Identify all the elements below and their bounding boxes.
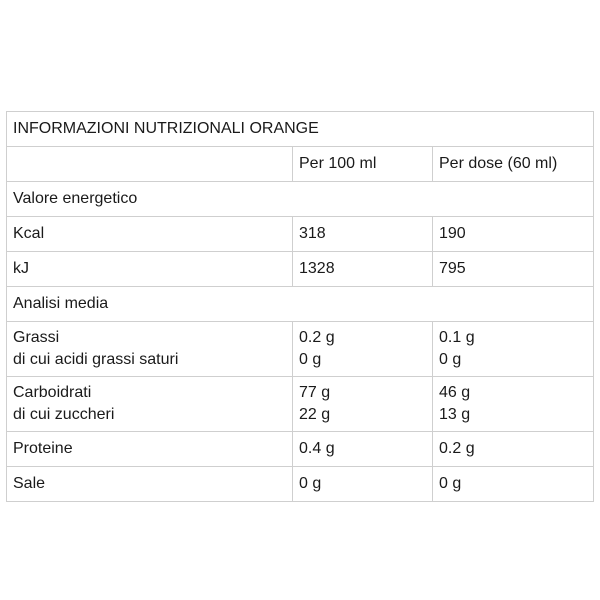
row-label: Sale (7, 467, 293, 502)
row-label: Carboidrati (13, 384, 92, 401)
row-values-per-100 (293, 322, 433, 377)
table-row-protein (7, 432, 594, 467)
row-label-cell (7, 377, 293, 432)
row-values-per-100 (293, 377, 433, 432)
row-value-per-dose: 0.1 g (439, 329, 475, 346)
section-analysis: Analisi media (7, 287, 594, 322)
section-energy: Valore energetico (7, 182, 594, 217)
table-row-carbs (7, 377, 594, 432)
header-per-dose: Per dose (60 ml) (433, 147, 594, 182)
row-value-per-100: 77 g (299, 384, 331, 401)
row-value-per-100: 0.2 g (299, 329, 335, 346)
row-sub-value-per-dose: 13 g (439, 406, 471, 423)
row-value-per-100: 0.4 g (293, 432, 433, 467)
table-header-row (7, 147, 594, 182)
header-label-cell (7, 147, 293, 182)
row-sub-value-per-dose: 0 g (439, 351, 462, 368)
row-value-per-dose: 795 (433, 252, 594, 287)
row-value-per-100: 1328 (293, 252, 433, 287)
table-row-kcal (7, 217, 594, 252)
row-sub-value-per-100: 22 g (299, 406, 331, 423)
nutrition-table (6, 111, 594, 502)
row-value-per-dose: 0.2 g (433, 432, 594, 467)
row-label: Proteine (7, 432, 293, 467)
header-per-100: Per 100 ml (293, 147, 433, 182)
row-values-per-dose (433, 377, 594, 432)
row-label: Grassi (13, 329, 60, 346)
section-row-analysis (7, 287, 594, 322)
row-sub-value-per-100: 0 g (299, 351, 322, 368)
row-label: kJ (7, 252, 293, 287)
table-row-salt (7, 467, 594, 502)
row-value-per-dose: 0 g (433, 467, 594, 502)
row-label: Kcal (7, 217, 293, 252)
table-title: INFORMAZIONI NUTRIZIONALI ORANGE (7, 112, 594, 147)
row-value-per-100: 318 (293, 217, 433, 252)
section-row-energy (7, 182, 594, 217)
row-values-per-dose (433, 322, 594, 377)
row-sub-label: di cui zuccheri (13, 406, 115, 423)
table-title-row (7, 112, 594, 147)
row-value-per-100: 0 g (293, 467, 433, 502)
row-label-cell (7, 322, 293, 377)
row-value-per-dose: 190 (433, 217, 594, 252)
row-sub-label: di cui acidi grassi saturi (13, 351, 179, 368)
table-row-fat (7, 322, 594, 377)
row-value-per-dose: 46 g (439, 384, 471, 401)
table-row-kj (7, 252, 594, 287)
